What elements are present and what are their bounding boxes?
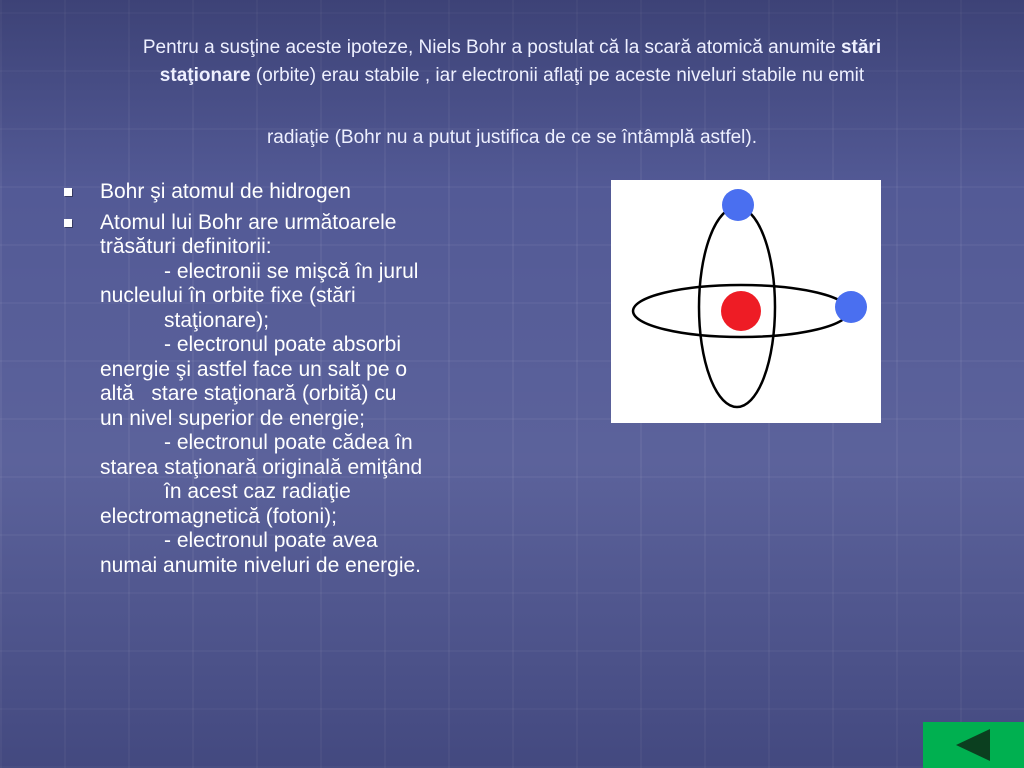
title-line-2 [40,62,984,90]
bullet-item-2 [62,211,512,579]
bullet-item-1 [62,180,512,205]
bullet-2-line: numai anumite niveluri de energie. [100,553,422,577]
bullet-list [62,180,512,578]
back-arrow-icon [954,728,994,762]
title-line-1-text: Pentru a susţine aceste ipoteze, Niels Bohr a postulat că la scară atomică anumite [142,37,841,58]
title-line-2-bold: staţionare [159,65,251,86]
bullet-2-line: - electronul poate avea [164,529,378,552]
bullet-2-line: - electronii se mişcă în jurul [164,259,419,283]
bullet-2-line: Atomul lui Bohr are următoarele [100,210,397,234]
electron-top [722,189,754,221]
bohr-atom-svg [611,180,881,423]
bohr-atom-diagram [611,180,881,423]
bullet-2-line: un nivel superior de energie; [100,406,366,430]
slide-title [40,34,984,152]
back-button[interactable] [923,722,1024,768]
title-line-2-text: (orbite) erau stabile , iar electronii aflaţi pe aceste niveluri stabile nu emit [250,65,865,86]
title-line-1 [40,34,984,62]
bullet-2-line: în acest caz radiaţie [164,480,351,503]
square-bullet-icon [64,188,72,196]
bullet-2-line: altă stare staţionară (orbită) cu [100,382,397,405]
title-line-1-bold: stări [840,37,882,58]
nucleus [721,291,761,331]
square-bullet-icon [64,219,72,227]
bullet-2-line: starea staţionară originală emiţând [100,455,423,479]
bullet-2-line: - electronul poate cădea în [164,431,413,454]
bullet-2-line: trăsături definitorii: [100,235,272,258]
bullet-2-line: staţionare); [164,308,270,332]
title-line-3: radiaţie (Bohr nu a putut justifica de ce se întâmplă astfel). [266,127,758,148]
bullet-2-line: - electronul poate absorbi [164,333,401,356]
bullet-2-line: electromagnetică (fotoni); [100,504,337,528]
bullet-2-line: nucleului în orbite fixe (stări [100,284,356,307]
bullet-1-text: Bohr şi atomul de hidrogen [100,180,351,203]
electron-right [835,291,867,323]
bullet-2-line: energie şi astfel face un salt pe o [100,357,408,381]
